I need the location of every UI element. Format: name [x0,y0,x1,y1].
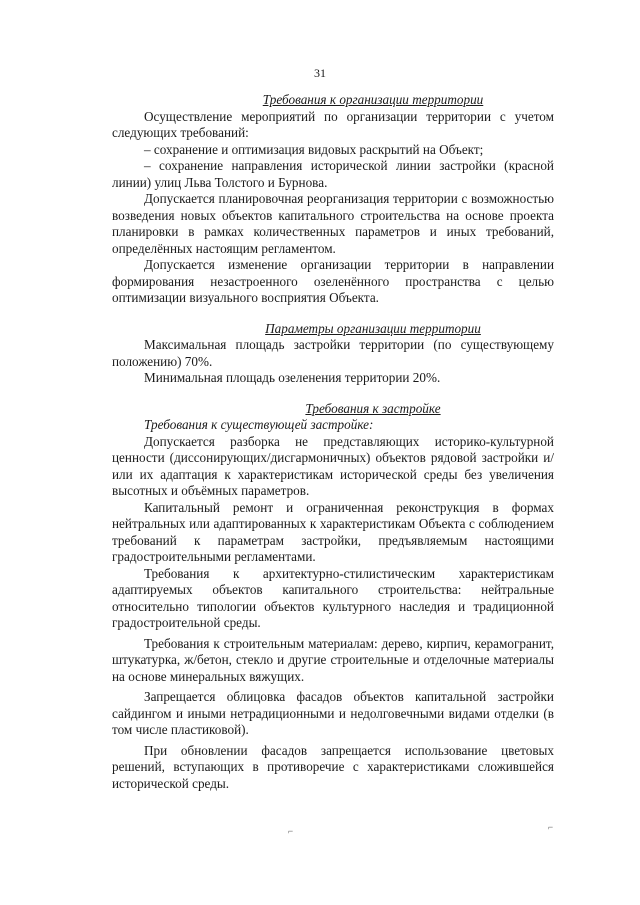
paragraph: Допускается разборка не представляющих историко-культурной ценности (диссонирующих/дисгармоничных) объектов рядовой застройки и/или их адаптация к характеристикам исторической среды без увеличения высотных и объёмных параметров. [112,433,554,498]
scan-mark: ⌐ [548,822,554,832]
heading-territory-parameters: Параметры организации территории [265,320,481,336]
scan-mark: ⌐ [288,826,294,836]
paragraph: Допускается изменение организации территории в направлении формирования незастроенного озеленённого пространства с целью оптимизации визуального восприятия Объекта. [112,257,554,305]
paragraph: При обновлении фасадов запрещается использование цветовых решений, вступающих в противоречие с характеристиками сложившейся исторической среды. [112,742,554,791]
subheading-existing-buildings: Требования к существующей застройке: [144,417,374,432]
paragraph: Максимальная площадь застройки территории (по существующему положению) 70%. [112,337,554,369]
heading-territory-requirements: Требования к организации территории [262,92,484,107]
paragraph: Осуществление мероприятий по организации территории с учетом следующих требований: [112,108,554,140]
paragraph: Допускается планировочная реорганизация территории с возможностью возведения новых объектов капитального строительства на основе проекта планировки в рамках количественных параметров и иных требований, определённых настоящим регламентом. [112,191,554,256]
paragraph: Запрещается облицовка фасадов объектов капитальной застройки сайдингом и иными нетрадиционными и недолговечными видами отделки (в том числе пластиковой). [112,689,554,737]
paragraph: Капитальный ремонт и ограниченная реконструкция в формах нейтральных или адаптированных к характеристикам Объекта с соблюдением требований к параметрам застройки, предъявляемым настоящими градостроительными регламентами. [112,499,554,564]
list-item: – сохранение и оптимизация видовых раскрытий на Объект; [144,141,484,157]
paragraph: Минимальная площадь озеленения территории 20%. [144,370,441,385]
document-body [112,92,554,792]
paragraph: Требования к архитектурно-стилистическим характеристикам адаптируемых объектов капитального строительства: нейтральные относительно типологии объектов культурного наследия и традиционной градостроительной среды. [112,565,554,630]
paragraph: Требования к строительным материалам: дерево, кирпич, керамогранит, штукатурка, ж/бетон, стекло и другие строительные и отделочные материалы на основе минеральных вяжущих. [112,635,554,684]
heading-building-requirements: Требования к застройке [305,400,441,416]
page-number: 31 [314,66,326,80]
list-item: – сохранение направления исторической линии застройки (красной линии) улиц Льва Толстого и Бурнова. [112,158,554,190]
